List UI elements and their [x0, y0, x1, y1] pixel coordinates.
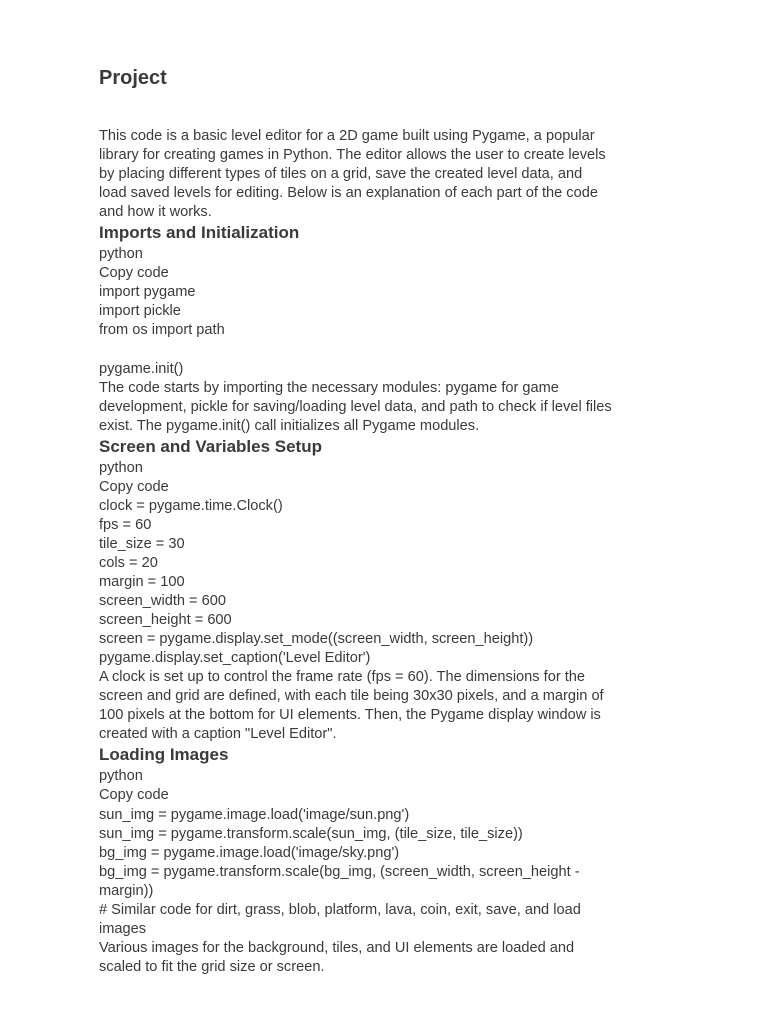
intro-paragraph [99, 127, 689, 222]
section-imports [99, 221, 689, 435]
code-block [99, 459, 689, 669]
code-block [99, 767, 689, 938]
code-line [99, 340, 689, 359]
code-line: screen_height = 600 [99, 612, 232, 629]
intro-line: and how it works. [99, 204, 212, 221]
code-line: sun_img = pygame.image.load('image/sun.png') [99, 806, 410, 823]
code-language-label: python [99, 246, 143, 263]
code-line: tile_size = 30 [99, 535, 185, 552]
section-heading: Screen and Variables Setup [99, 436, 322, 456]
section-heading: Loading Images [99, 745, 229, 765]
section-loading-images [99, 743, 689, 977]
code-line: # Similar code for dirt, grass, blob, platform, lava, coin, exit, save, and load [99, 901, 581, 918]
code-line: pygame.display.set_caption('Level Editor') [99, 650, 371, 667]
explanation-line: screen and grid are defined, with each tile being 30x30 pixels, and a margin of [99, 688, 604, 705]
code-line: cols = 20 [99, 554, 158, 571]
code-language-label: python [99, 768, 143, 785]
code-line: sun_img = pygame.transform.scale(sun_img, (tile_size, tile_size)) [99, 825, 523, 842]
copy-code-link[interactable]: Copy code [99, 478, 169, 495]
code-line: margin = 100 [99, 573, 185, 590]
code-line: from os import path [99, 322, 225, 339]
intro-line: This code is a basic level editor for a 2D game built using Pygame, a popular [99, 128, 595, 144]
intro-line: load saved levels for editing. Below is an explanation of each part of the code [99, 185, 598, 202]
code-line: import pygame [99, 284, 196, 301]
code-line: screen = pygame.display.set_mode((screen_width, screen_height)) [99, 631, 534, 648]
explanation-paragraph [99, 668, 689, 744]
explanation-line: created with a caption "Level Editor". [99, 726, 337, 743]
section-screen-setup [99, 435, 689, 745]
explanation-line: The code starts by importing the necessary modules: pygame for game [99, 379, 559, 396]
explanation-line: Various images for the background, tiles, and UI elements are loaded and [99, 939, 575, 956]
code-line: import pickle [99, 303, 181, 320]
code-line: bg_img = pygame.image.load('image/sky.png') [99, 844, 400, 861]
code-line: images [99, 920, 147, 937]
code-line: pygame.init() [99, 360, 184, 377]
intro-line: by placing different types of tiles on a grid, save the created level data, and [99, 166, 583, 183]
code-line: bg_img = pygame.transform.scale(bg_img, (screen_width, screen_height - [99, 863, 580, 880]
code-line: clock = pygame.time.Clock() [99, 497, 283, 514]
intro-line: library for creating games in Python. The editor allows the user to create levels [99, 147, 606, 164]
explanation-line: scaled to fit the grid size or screen. [99, 958, 325, 975]
explanation-line: 100 pixels at the bottom for UI elements. Then, the Pygame display window is [99, 707, 601, 724]
explanation-paragraph [99, 939, 689, 977]
section-heading: Imports and Initialization [99, 223, 300, 243]
explanation-line: exist. The pygame.init() call initializes all Pygame modules. [99, 417, 480, 434]
copy-code-link[interactable]: Copy code [99, 265, 169, 282]
code-language-label: python [99, 459, 143, 476]
code-block [99, 245, 689, 378]
copy-code-link[interactable]: Copy code [99, 787, 169, 804]
code-line: fps = 60 [99, 516, 152, 533]
code-line: screen_width = 600 [99, 593, 226, 610]
explanation-line: A clock is set up to control the frame rate (fps = 60). The dimensions for the [99, 669, 586, 686]
page-title: Project [99, 67, 167, 89]
code-line: margin)) [99, 882, 154, 899]
document-content [99, 127, 689, 977]
explanation-paragraph [99, 379, 689, 436]
explanation-line: development, pickle for saving/loading level data, and path to check if level files [99, 398, 612, 415]
